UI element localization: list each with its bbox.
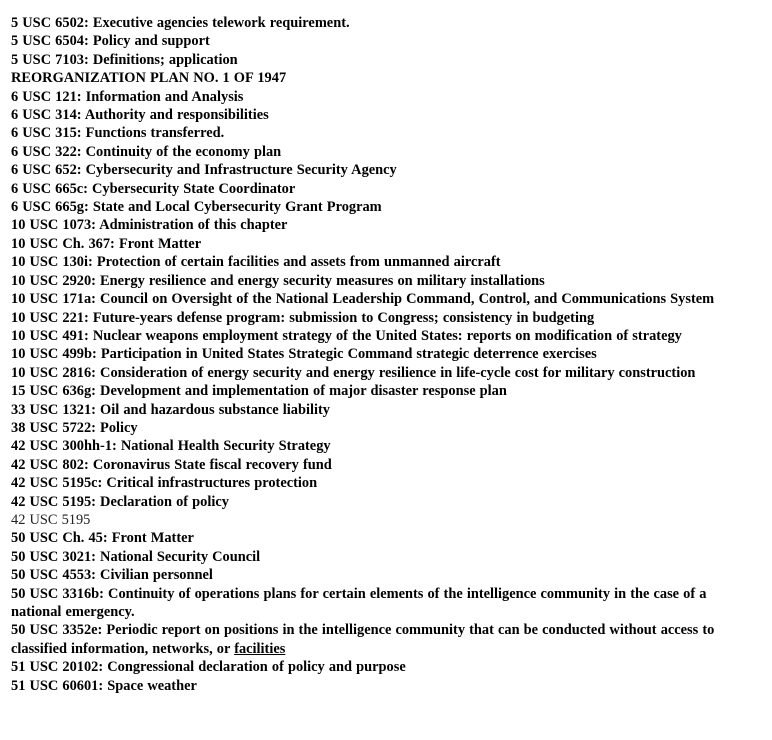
citation-line: 10 USC 499b: Participation in United States Strategic Command strategic deterrence exercises xyxy=(11,346,597,363)
citation-line: 50 USC 4553: Civilian personnel xyxy=(11,567,213,584)
citation-line: 5 USC 6502: Executive agencies telework requirement. xyxy=(11,15,350,31)
citation-line: 42 USC 5195: Declaration of policy xyxy=(11,493,229,510)
facilities-link[interactable]: facilities xyxy=(234,640,286,657)
citation-line: 5 USC 7103: Definitions; application xyxy=(11,51,238,68)
citation-list xyxy=(11,14,756,695)
citation-line: 6 USC 652: Cybersecurity and Infrastructure Security Agency xyxy=(11,162,397,179)
citation-line: 6 USC 314: Authority and responsibilities xyxy=(11,107,269,124)
citation-line: 6 USC 665g: State and Local Cybersecurity Grant Program xyxy=(11,199,382,216)
citation-line: 5 USC 6504: Policy and support xyxy=(11,33,210,50)
citation-line: 33 USC 1321: Oil and hazardous substance liability xyxy=(11,401,330,418)
citation-line: 10 USC 1073: Administration of this chapter xyxy=(11,217,288,234)
citation-line: 10 USC 491: Nuclear weapons employment strategy of the United States: reports on modification of strategy xyxy=(11,327,682,344)
citation-line: 6 USC 665c: Cybersecurity State Coordinator xyxy=(11,180,296,197)
citation-line: 10 USC 130i: Protection of certain facilities and assets from unmanned aircraft xyxy=(11,254,501,271)
citation-line: 50 USC Ch. 45: Front Matter xyxy=(11,530,194,547)
citation-line: 15 USC 636g: Development and implementation of major disaster response plan xyxy=(11,383,507,400)
citation-line: 10 USC 221: Future-years defense program: submission to Congress; consistency in budgeting xyxy=(11,309,595,326)
citation-line: 10 USC 171a: Council on Oversight of the National Leadership Command, Control, and Communications System xyxy=(11,291,715,308)
citation-line: 51 USC 60601: Space weather xyxy=(11,677,197,694)
citation-line: 50 USC 3021: National Security Council xyxy=(11,548,261,565)
citation-line xyxy=(11,621,756,658)
citation-line: 38 USC 5722: Policy xyxy=(11,419,138,436)
citation-line: 51 USC 20102: Congressional declaration of policy and purpose xyxy=(11,659,406,676)
citation-line: 10 USC 2816: Consideration of energy security and energy resilience in life-cycle cost for military construction xyxy=(11,364,696,381)
citation-line: 10 USC 2920: Energy resilience and energy security measures on military installations xyxy=(11,272,545,289)
citation-line-plain: 42 USC 5195 xyxy=(11,511,91,528)
citation-line: 6 USC 121: Information and Analysis xyxy=(11,88,244,105)
citation-line: 42 USC 300hh-1: National Health Security Strategy xyxy=(11,438,331,455)
citation-line: 6 USC 315: Functions transferred. xyxy=(11,125,225,142)
citation-text: 50 USC 3352e: Periodic report on positions in the intelligence community that can be conducted without access to classified information, networks, or xyxy=(11,622,715,657)
citation-line: 42 USC 802: Coronavirus State fiscal recovery fund xyxy=(11,456,332,473)
citation-line: 50 USC 3316b: Continuity of operations plans for certain elements of the intelligence community in the case of a national emergency. xyxy=(11,585,707,620)
citation-line: 6 USC 322: Continuity of the economy plan xyxy=(11,143,282,160)
citation-line: REORGANIZATION PLAN NO. 1 OF 1947 xyxy=(11,70,287,87)
citation-line: 42 USC 5195c: Critical infrastructures protection xyxy=(11,475,318,492)
citation-line: 10 USC Ch. 367: Front Matter xyxy=(11,235,202,252)
